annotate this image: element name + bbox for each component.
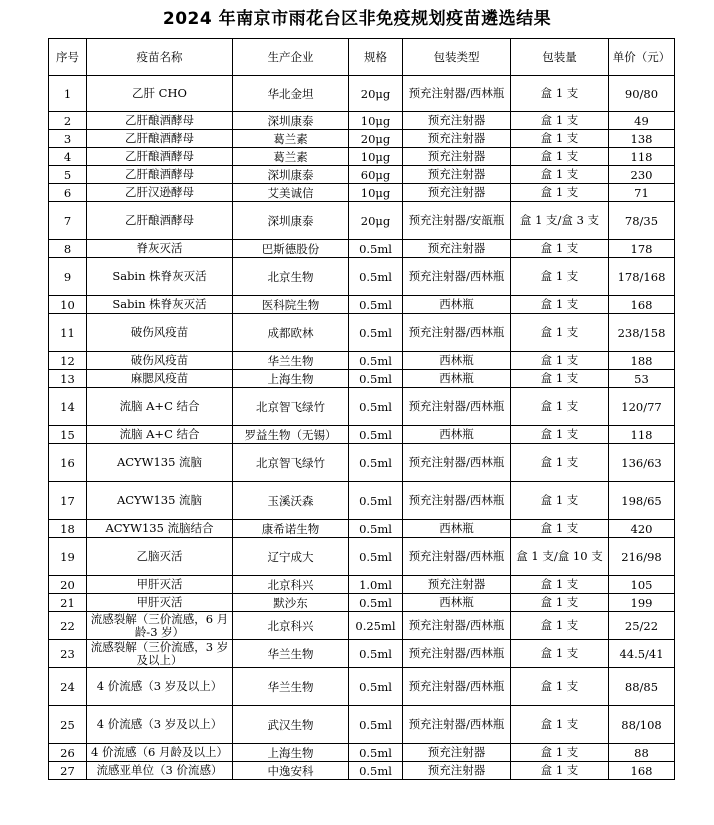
cell-price: 71: [609, 184, 675, 202]
cell-pack-qty: 盒 1 支: [511, 576, 609, 594]
table-row: [49, 594, 675, 612]
cell-maker: 默沙东: [233, 594, 349, 612]
cell-no: 27: [49, 762, 87, 780]
cell-maker: 北京生物: [233, 258, 349, 296]
cell-spec: 10μg: [349, 148, 403, 166]
cell-no: 24: [49, 668, 87, 706]
cell-no: 4: [49, 148, 87, 166]
cell-no: 9: [49, 258, 87, 296]
cell-price: 44.5/41: [609, 640, 675, 668]
table-row: [49, 352, 675, 370]
table-row: [49, 482, 675, 520]
cell-pack-type: 预充注射器/西林瓶: [403, 482, 511, 520]
header-name: 疫苗名称: [87, 39, 233, 76]
cell-name: 流感亚单位（3 价流感）: [87, 762, 233, 780]
table-row: [49, 148, 675, 166]
cell-name: Sabin 株脊灰灭活: [87, 296, 233, 314]
cell-spec: 0.5ml: [349, 314, 403, 352]
cell-pack-qty: 盒 1 支: [511, 668, 609, 706]
cell-pack-type: 预充注射器/西林瓶: [403, 258, 511, 296]
cell-pack-type: 西林瓶: [403, 296, 511, 314]
cell-spec: 0.5ml: [349, 444, 403, 482]
cell-spec: 0.5ml: [349, 744, 403, 762]
table-row: [49, 202, 675, 240]
cell-price: 88/108: [609, 706, 675, 744]
header-spec: 规格: [349, 39, 403, 76]
cell-price: 420: [609, 520, 675, 538]
cell-pack-qty: 盒 1 支: [511, 76, 609, 112]
cell-name: 乙肝酿酒酵母: [87, 148, 233, 166]
cell-maker: 中逸安科: [233, 762, 349, 780]
cell-no: 17: [49, 482, 87, 520]
cell-name: ACYW135 流脑结合: [87, 520, 233, 538]
cell-name: 乙脑灭活: [87, 538, 233, 576]
cell-maker: 玉溪沃森: [233, 482, 349, 520]
header-maker: 生产企业: [233, 39, 349, 76]
cell-name: 甲肝灭活: [87, 576, 233, 594]
cell-spec: 0.5ml: [349, 240, 403, 258]
table-row: [49, 520, 675, 538]
table-row: [49, 184, 675, 202]
cell-no: 25: [49, 706, 87, 744]
cell-no: 5: [49, 166, 87, 184]
cell-maker: 华兰生物: [233, 640, 349, 668]
cell-name: 乙肝酿酒酵母: [87, 112, 233, 130]
cell-price: 178: [609, 240, 675, 258]
page-title: 2024 年南京市雨花台区非免疫规划疫苗遴选结果: [162, 9, 552, 29]
table-row: [49, 538, 675, 576]
cell-name: 乙肝酿酒酵母: [87, 166, 233, 184]
cell-pack-type: 预充注射器: [403, 762, 511, 780]
cell-maker: 深圳康泰: [233, 202, 349, 240]
cell-maker: 康希诺生物: [233, 520, 349, 538]
cell-maker: 深圳康泰: [233, 112, 349, 130]
cell-price: 198/65: [609, 482, 675, 520]
cell-maker: 葛兰素: [233, 148, 349, 166]
cell-price: 90/80: [609, 76, 675, 112]
cell-spec: 0.5ml: [349, 370, 403, 388]
table-row: [49, 166, 675, 184]
cell-maker: 北京智飞绿竹: [233, 388, 349, 426]
cell-price: 188: [609, 352, 675, 370]
cell-no: 2: [49, 112, 87, 130]
cell-no: 10: [49, 296, 87, 314]
cell-pack-type: 预充注射器: [403, 112, 511, 130]
cell-maker: 上海生物: [233, 370, 349, 388]
cell-price: 168: [609, 296, 675, 314]
cell-pack-qty: 盒 1 支: [511, 426, 609, 444]
cell-maker: 北京科兴: [233, 576, 349, 594]
header-pack-type: 包装类型: [403, 39, 511, 76]
cell-price: 49: [609, 112, 675, 130]
cell-pack-qty: 盒 1 支: [511, 612, 609, 640]
cell-pack-qty: 盒 1 支: [511, 258, 609, 296]
cell-maker: 北京科兴: [233, 612, 349, 640]
cell-no: 22: [49, 612, 87, 640]
cell-pack-type: 预充注射器: [403, 184, 511, 202]
cell-name: 流感裂解（三价流感，3 岁及以上）: [87, 640, 233, 668]
header-price: 单价（元）: [609, 39, 675, 76]
cell-price: 178/168: [609, 258, 675, 296]
cell-maker: 成都欧林: [233, 314, 349, 352]
cell-pack-type: 预充注射器/西林瓶: [403, 640, 511, 668]
cell-pack-type: 预充注射器/西林瓶: [403, 612, 511, 640]
cell-maker: 葛兰素: [233, 130, 349, 148]
header-pack-qty: 包装量: [511, 39, 609, 76]
cell-price: 216/98: [609, 538, 675, 576]
cell-spec: 20μg: [349, 202, 403, 240]
cell-pack-type: 西林瓶: [403, 520, 511, 538]
cell-pack-type: 西林瓶: [403, 352, 511, 370]
cell-pack-type: 预充注射器: [403, 240, 511, 258]
cell-price: 78/35: [609, 202, 675, 240]
cell-pack-qty: 盒 1 支: [511, 482, 609, 520]
cell-pack-type: 西林瓶: [403, 426, 511, 444]
cell-pack-qty: 盒 1 支: [511, 388, 609, 426]
cell-maker: 罗益生物（无锡）: [233, 426, 349, 444]
cell-spec: 1.0ml: [349, 576, 403, 594]
cell-name: 乙肝汉逊酵母: [87, 184, 233, 202]
cell-name: ACYW135 流脑: [87, 444, 233, 482]
cell-pack-type: 预充注射器/西林瓶: [403, 706, 511, 744]
cell-maker: 上海生物: [233, 744, 349, 762]
cell-maker: 医科院生物: [233, 296, 349, 314]
cell-spec: 0.5ml: [349, 482, 403, 520]
table-row: [49, 112, 675, 130]
cell-name: Sabin 株脊灰灭活: [87, 258, 233, 296]
cell-name: 流脑 A+C 结合: [87, 388, 233, 426]
cell-maker: 华北金坦: [233, 76, 349, 112]
cell-name: ACYW135 流脑: [87, 482, 233, 520]
table-header-row: [49, 39, 675, 76]
cell-spec: 0.5ml: [349, 520, 403, 538]
table-row: [49, 314, 675, 352]
cell-name: 破伤风疫苗: [87, 314, 233, 352]
table-row: [49, 130, 675, 148]
table-row: [49, 370, 675, 388]
cell-pack-qty: 盒 1 支: [511, 706, 609, 744]
cell-price: 105: [609, 576, 675, 594]
cell-maker: 艾美诚信: [233, 184, 349, 202]
cell-price: 138: [609, 130, 675, 148]
cell-spec: 0.5ml: [349, 538, 403, 576]
cell-maker: 深圳康泰: [233, 166, 349, 184]
vaccine-table: [48, 38, 675, 780]
cell-no: 20: [49, 576, 87, 594]
cell-price: 25/22: [609, 612, 675, 640]
cell-spec: 0.5ml: [349, 668, 403, 706]
cell-no: 19: [49, 538, 87, 576]
table-row: [49, 426, 675, 444]
cell-no: 12: [49, 352, 87, 370]
cell-spec: 0.5ml: [349, 706, 403, 744]
cell-no: 21: [49, 594, 87, 612]
cell-maker: 武汉生物: [233, 706, 349, 744]
cell-pack-type: 预充注射器/西林瓶: [403, 444, 511, 482]
cell-name: 麻腮风疫苗: [87, 370, 233, 388]
cell-spec: 0.5ml: [349, 296, 403, 314]
cell-price: 120/77: [609, 388, 675, 426]
cell-spec: 0.25ml: [349, 612, 403, 640]
cell-maker: 华兰生物: [233, 352, 349, 370]
cell-spec: 0.5ml: [349, 594, 403, 612]
cell-no: 6: [49, 184, 87, 202]
cell-pack-qty: 盒 1 支: [511, 296, 609, 314]
cell-no: 1: [49, 76, 87, 112]
cell-price: 118: [609, 148, 675, 166]
cell-no: 3: [49, 130, 87, 148]
cell-pack-type: 预充注射器: [403, 130, 511, 148]
table-row: [49, 388, 675, 426]
cell-price: 88/85: [609, 668, 675, 706]
cell-price: 53: [609, 370, 675, 388]
cell-spec: 10μg: [349, 112, 403, 130]
table-row: [49, 444, 675, 482]
cell-pack-qty: 盒 1 支: [511, 352, 609, 370]
cell-name: 流感裂解（三价流感，6 月龄-3 岁）: [87, 612, 233, 640]
table-row: [49, 258, 675, 296]
cell-name: 脊灰灭活: [87, 240, 233, 258]
cell-pack-type: 预充注射器: [403, 744, 511, 762]
cell-pack-qty: 盒 1 支: [511, 444, 609, 482]
cell-pack-type: 西林瓶: [403, 370, 511, 388]
cell-price: 136/63: [609, 444, 675, 482]
cell-pack-type: 预充注射器: [403, 166, 511, 184]
cell-pack-qty: 盒 1 支: [511, 520, 609, 538]
cell-pack-qty: 盒 1 支: [511, 148, 609, 166]
cell-pack-qty: 盒 1 支: [511, 370, 609, 388]
table-row: [49, 76, 675, 112]
cell-name: 流脑 A+C 结合: [87, 426, 233, 444]
cell-maker: 华兰生物: [233, 668, 349, 706]
cell-spec: 0.5ml: [349, 426, 403, 444]
cell-no: 23: [49, 640, 87, 668]
cell-name: 4 价流感（3 岁及以上）: [87, 706, 233, 744]
cell-maker: 北京智飞绿竹: [233, 444, 349, 482]
cell-no: 11: [49, 314, 87, 352]
cell-pack-qty: 盒 1 支: [511, 640, 609, 668]
cell-name: 甲肝灭活: [87, 594, 233, 612]
table-row: [49, 762, 675, 780]
table-row: [49, 576, 675, 594]
cell-spec: 10μg: [349, 184, 403, 202]
cell-name: 乙肝酿酒酵母: [87, 130, 233, 148]
cell-name: 乙肝酿酒酵母: [87, 202, 233, 240]
cell-pack-type: 西林瓶: [403, 594, 511, 612]
cell-pack-type: 预充注射器: [403, 148, 511, 166]
cell-no: 8: [49, 240, 87, 258]
cell-pack-qty: 盒 1 支/盒 10 支: [511, 538, 609, 576]
cell-price: 230: [609, 166, 675, 184]
cell-no: 16: [49, 444, 87, 482]
cell-spec: 0.5ml: [349, 388, 403, 426]
table-row: [49, 744, 675, 762]
cell-price: 199: [609, 594, 675, 612]
cell-pack-qty: 盒 1 支: [511, 184, 609, 202]
cell-price: 168: [609, 762, 675, 780]
cell-maker: 巴斯德股份: [233, 240, 349, 258]
cell-pack-type: 预充注射器: [403, 576, 511, 594]
cell-pack-type: 预充注射器/西林瓶: [403, 538, 511, 576]
cell-pack-type: 预充注射器/安瓿瓶: [403, 202, 511, 240]
table-row: [49, 668, 675, 706]
table-row: [49, 706, 675, 744]
cell-spec: 20μg: [349, 76, 403, 112]
cell-no: 14: [49, 388, 87, 426]
cell-maker: 辽宁成大: [233, 538, 349, 576]
cell-name: 破伤风疫苗: [87, 352, 233, 370]
cell-pack-qty: 盒 1 支: [511, 112, 609, 130]
cell-pack-type: 预充注射器/西林瓶: [403, 388, 511, 426]
cell-no: 7: [49, 202, 87, 240]
cell-price: 118: [609, 426, 675, 444]
cell-price: 238/158: [609, 314, 675, 352]
cell-pack-qty: 盒 1 支: [511, 594, 609, 612]
cell-pack-qty: 盒 1 支/盒 3 支: [511, 202, 609, 240]
table-row: [49, 640, 675, 668]
cell-pack-qty: 盒 1 支: [511, 130, 609, 148]
header-no: 序号: [49, 39, 87, 76]
table-row: [49, 612, 675, 640]
cell-pack-qty: 盒 1 支: [511, 240, 609, 258]
cell-no: 26: [49, 744, 87, 762]
cell-spec: 0.5ml: [349, 258, 403, 296]
cell-pack-type: 预充注射器/西林瓶: [403, 668, 511, 706]
cell-pack-qty: 盒 1 支: [511, 314, 609, 352]
cell-spec: 60μg: [349, 166, 403, 184]
cell-spec: 0.5ml: [349, 762, 403, 780]
cell-spec: 20μg: [349, 130, 403, 148]
cell-pack-type: 预充注射器/西林瓶: [403, 76, 511, 112]
table-row: [49, 240, 675, 258]
cell-pack-type: 预充注射器/西林瓶: [403, 314, 511, 352]
cell-pack-qty: 盒 1 支: [511, 744, 609, 762]
table-row: [49, 296, 675, 314]
cell-price: 88: [609, 744, 675, 762]
cell-name: 乙肝 CHO: [87, 76, 233, 112]
cell-name: 4 价流感（6 月龄及以上）: [87, 744, 233, 762]
cell-pack-qty: 盒 1 支: [511, 166, 609, 184]
cell-spec: 0.5ml: [349, 352, 403, 370]
cell-no: 15: [49, 426, 87, 444]
cell-pack-qty: 盒 1 支: [511, 762, 609, 780]
cell-no: 18: [49, 520, 87, 538]
cell-spec: 0.5ml: [349, 640, 403, 668]
cell-name: 4 价流感（3 岁及以上）: [87, 668, 233, 706]
cell-no: 13: [49, 370, 87, 388]
